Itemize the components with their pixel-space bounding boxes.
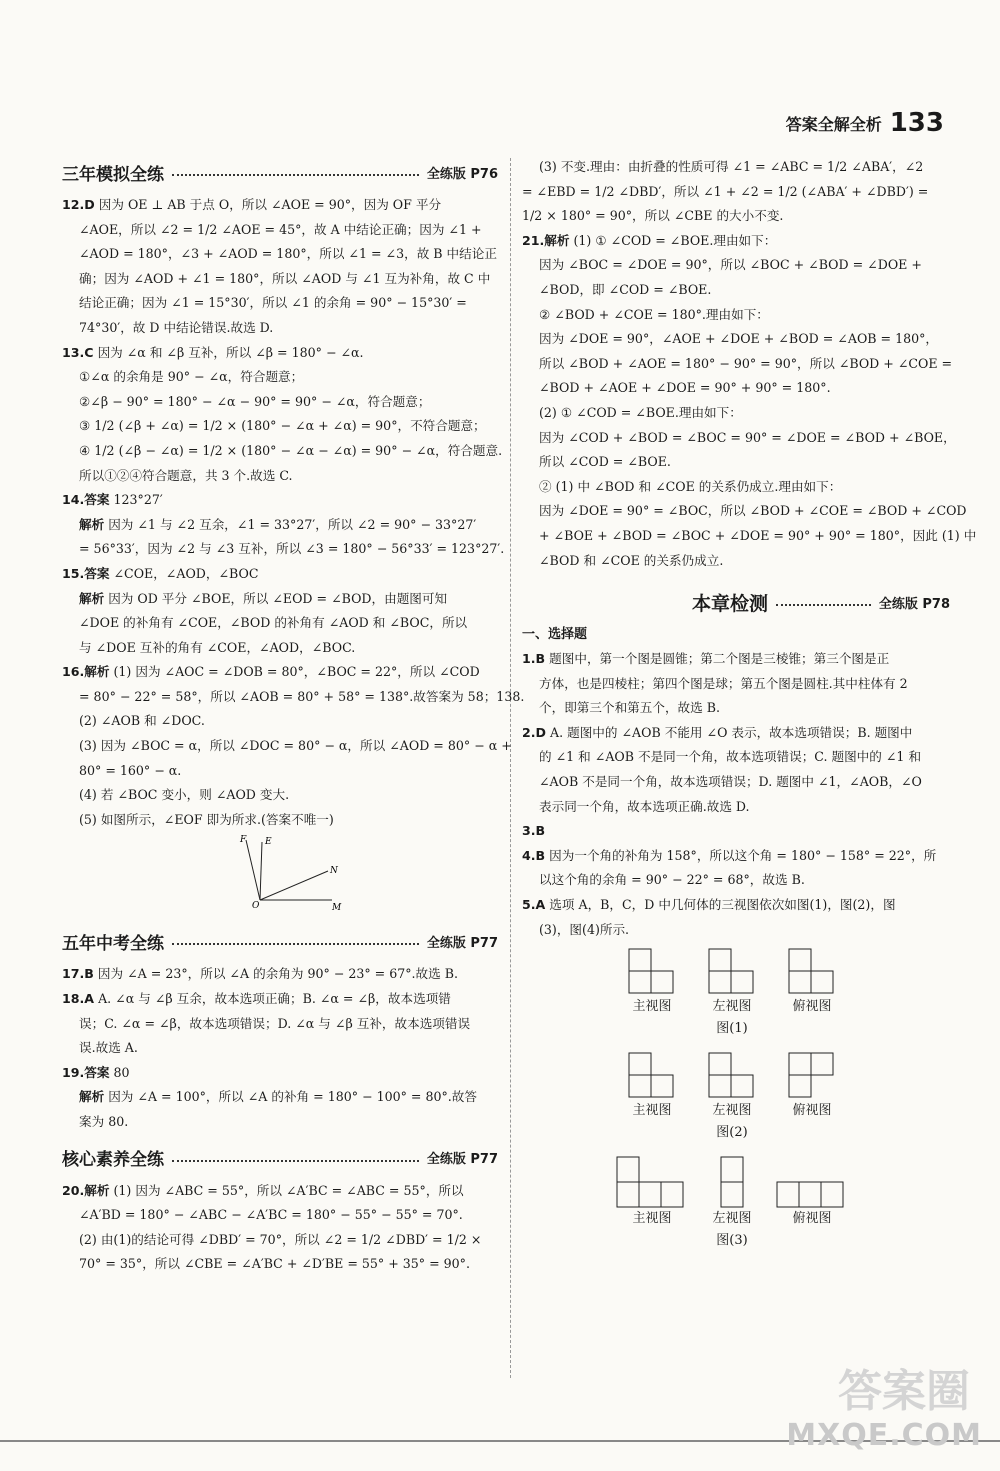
q17-line: 17.B 因为 ∠A = 23°，所以 ∠A 的余角为 90° − 23° = 67°.故选 B. [62, 966, 458, 982]
q14-line: = 56°33′，因为 ∠2 与 ∠3 互补，所以 ∠3 = 180° − 56°33′ = 123°27′. [79, 541, 505, 557]
dotted-leader [172, 1150, 419, 1162]
section-header-core [62, 1143, 498, 1173]
header-title: 答案全解全析 [785, 114, 882, 134]
q20-line: 70° = 35°，所以 ∠CBE = ∠A′BC + ∠D′BE = 55° + 35° = 90°. [79, 1256, 470, 1272]
ray-of [246, 840, 260, 900]
q13-line: 所以①②④符合题意，共 3 个.故选 C. [79, 467, 293, 483]
q16-line: 80° = 160° − α. [79, 762, 182, 778]
mc-q4: 4.B 因为一个角的补角为 158°，所以这个角 = 180° − 158° = 22°，所 [522, 847, 937, 863]
q21-line: ∠BOD，即 ∠COD = ∠BOE. [539, 281, 712, 297]
left-view-drawing [717, 1156, 747, 1208]
q13-line: ③ 1/2 (∠β + ∠α) = 1/2 × (180° − ∠α + ∠α) = 90°，不符合题意； [79, 418, 486, 434]
q21-line: ② ∠BOD + ∠COE = 180°.理由如下： [539, 306, 769, 322]
q12-line: ∠AOE，所以 ∠2 = 1/2 ∠AOE = 45°，故 A 中结论正确；因为 ∠1 + [79, 221, 482, 237]
q20-line: 20.解析 (1) 因为 ∠ABC = 55°，所以 ∠A′BC = ∠ABC = 55°，所以 [62, 1182, 464, 1198]
mc-q1-line: 方体，也是四棱柱；第四个图是球；第五个图是圆柱.其中柱体有 2 [539, 675, 908, 691]
mc-q1: 1.B 题图中，第一个图是圆锥；第二个图是三棱锥；第三个图是正 [522, 651, 890, 667]
page-number: 133 [889, 108, 944, 138]
section-ref: 全练版 P78 [878, 596, 950, 612]
section-header-five-year [62, 926, 498, 956]
q13-line: 13.C 因为 ∠α 和 ∠β 互补，所以 ∠β = 180° − ∠α. [62, 344, 364, 360]
section-ref: 全练版 P77 [426, 1152, 498, 1168]
section-ref: 全练版 P76 [426, 166, 498, 182]
q19-analysis: 解析 因为 ∠A = 100°，所以 ∠A 的补角 = 180° − 100° = 80°.故答 [79, 1089, 477, 1105]
front-view-drawing [628, 1052, 676, 1100]
views-row-3 [612, 1156, 852, 1230]
q16-line: = 80° − 22° = 58°，所以 ∠AOB = 80° + 58° = 138°.故答案为 58；138. [79, 688, 525, 704]
q16-line: 16.解析 (1) 因为 ∠AOC = ∠DOB = 80°，∠BOC = 22°，所以 ∠COD [62, 664, 480, 680]
q15-analysis: 解析 因为 OD 平分 ∠BOE，所以 ∠EOD = ∠BOD，由题图可知 [79, 590, 448, 606]
mc-q5-line: (3)，图(4)所示. [539, 921, 630, 937]
q20-cont-line: 1/2 × 180° = 90°，所以 ∠CBE 的大小不变. [522, 208, 784, 224]
q12-line: 74°30′，故 D 中结论错误.故选 D. [79, 319, 274, 335]
view-label: 左视图 [712, 1103, 752, 1119]
q14-answer: 14.答案 123°27′ [62, 492, 163, 508]
left-view-drawing [708, 1052, 756, 1100]
q21-line: 因为 ∠DOE = 90°，∠AOE + ∠DOE + ∠BOD = ∠AOB = 180°， [539, 331, 939, 347]
view-label: 左视图 [712, 1211, 752, 1227]
mc-q2-line: 的 ∠1 和 ∠AOB 不是同一个角，故本选项错误；C. 题图中的 ∠1 和 [539, 749, 922, 765]
q19-line: 案为 80. [79, 1114, 129, 1129]
top-view [772, 948, 852, 1018]
mc-q4-line: 以这个角的余角 = 90° − 22° = 68°，故选 B. [539, 872, 805, 888]
q21-line: (2) ① ∠COD = ∠BOE.理由如下： [539, 404, 742, 420]
mc-q2-line: ∠AOB 不是同一个角，故本选项错误；D. 题图中 ∠1，∠AOB，∠O [539, 774, 922, 790]
q16-line: (4) 若 ∠BOC 变小，则 ∠AOD 变大. [79, 787, 290, 803]
q15-line: 与 ∠DOE 互补的角有 ∠COE，∠AOD，∠BOC. [79, 639, 356, 655]
q19-answer: 19.答案 80 [62, 1064, 130, 1080]
left-view [692, 948, 772, 1018]
front-view [612, 1052, 692, 1122]
top-view-drawing [776, 1156, 848, 1208]
q18-line: 误.故选 A. [79, 1040, 138, 1056]
q18-line: 误；C. ∠α = ∠β，故本选项错误；D. ∠α 与 ∠β 互补，故本选项错误 [79, 1015, 471, 1031]
dotted-leader [776, 594, 871, 606]
q12-line: 结论正确；因为 ∠1 = 15°30′，所以 ∠1 的余角 = 90° − 15°30′ = [79, 295, 467, 311]
q21-line: ② (1) 中 ∠BOD 和 ∠COE 的关系仍成立.理由如下： [539, 478, 842, 494]
q21-line: 因为 ∠BOC = ∠DOE = 90°，所以 ∠BOC + ∠BOD = ∠DOE + [539, 257, 922, 273]
q20-line: ∠A′BD = 180° − ∠ABC − ∠A′BC = 180° − 55° − 55° = 70°. [79, 1207, 463, 1223]
top-view-drawing [788, 1052, 836, 1100]
ray-oe [260, 842, 262, 900]
q12-line: ∠AOD = 180°，∠3 + ∠AOD = 180°，所以 ∠1 = ∠3，故 B 中结论正 [79, 246, 497, 262]
label-o: O [252, 901, 260, 912]
q21-line: 所以 ∠COD = ∠BOE. [539, 454, 671, 470]
dotted-leader [172, 164, 419, 176]
q13-line: ②∠β − 90° = 180° − ∠α − 90° = 90° − ∠α，符合题意； [79, 393, 431, 409]
three-views-figures [522, 948, 950, 1252]
label-e: E [265, 837, 272, 848]
top-view-drawing [788, 948, 836, 996]
mc-q3: 3.B [522, 823, 546, 839]
q20-line: (2) 由(1)的结论可得 ∠DBD′ = 70°，所以 ∠2 = 1/2 ∠DBD′ = 1/2 × [79, 1231, 482, 1247]
watermark-url: MXQE.COM [786, 1418, 982, 1453]
watermark-logo: 答案圈 [838, 1366, 970, 1417]
q21-line: 因为 ∠COD + ∠BOD = ∠BOC = 90° = ∠DOE = ∠BOD + ∠BOE， [539, 429, 956, 445]
front-view-drawing [628, 948, 676, 996]
views-row-1 [612, 948, 852, 1018]
top-view [772, 1156, 852, 1230]
mc-q1-line: 个，即第三个和第五个，故选 B. [539, 700, 720, 716]
mc-q5: 5.A 选项 A，B，C，D 中几何体的三视图依次如图(1)，图(2)，图 [522, 897, 896, 913]
views-row-2 [612, 1052, 852, 1122]
front-view-drawing [616, 1156, 688, 1208]
right-column [522, 155, 977, 1264]
q13-line: ①∠α 的余角是 90° − ∠α，符合题意； [79, 369, 304, 385]
q21-line: + ∠BOE + ∠BOD = ∠BOC + ∠DOE = 90° + 90° = 180°，因此 (1) 中 [539, 527, 977, 543]
q21-line: 21.解析 (1) ① ∠COD = ∠BOE.理由如下： [522, 232, 777, 248]
q20-cont-line: (3) 不变.理由：由折叠的性质可得 ∠1 = ∠ABC = 1/2 ∠ABA′，∠2 [539, 159, 924, 174]
section-header-chapter-test [522, 587, 950, 617]
figure-caption: 图(3) [716, 1233, 748, 1249]
view-label: 主视图 [632, 1103, 672, 1119]
mc-q2-line: 表示同一个角，故本选项正确.故选 D. [539, 798, 750, 814]
top-view [772, 1052, 852, 1122]
q13-line: ④ 1/2 (∠β − ∠α) = 1/2 × (180° − ∠α − ∠α) = 90° − ∠α，符合题意. [79, 442, 503, 458]
left-column [62, 155, 525, 1277]
left-view [692, 1052, 772, 1122]
column-divider [510, 158, 511, 1378]
label-m: M [332, 903, 342, 914]
q21-line: 所以 ∠BOD + ∠AOE = 180° − 90° = 90°，所以 ∠BOD + ∠COE = [539, 355, 953, 371]
left-view [692, 1156, 772, 1230]
left-view-drawing [708, 948, 756, 996]
q20-cont-line: = ∠EBD = 1/2 ∠DBD′，所以 ∠1 + ∠2 = 1/2 (∠ABA′ + ∠DBD′) = [522, 183, 929, 199]
section-title: 核心素养全练 [62, 1150, 164, 1171]
q16-line: (2) ∠AOB 和 ∠DOC. [79, 713, 205, 729]
dotted-leader [172, 933, 419, 945]
front-view [612, 948, 692, 1018]
view-label: 主视图 [632, 999, 672, 1015]
view-label: 主视图 [632, 1211, 672, 1227]
q14-analysis: 解析 因为 ∠1 与 ∠2 互余，∠1 = 33°27′，所以 ∠2 = 90° − 33°27′ [79, 516, 477, 532]
q12-line: 确；因为 ∠AOD + ∠1 = 180°，所以 ∠AOD 与 ∠1 互为补角，故 C 中 [79, 270, 491, 286]
section-header-three-year [62, 157, 498, 187]
view-label: 俯视图 [792, 999, 832, 1015]
view-label: 俯视图 [792, 1211, 832, 1227]
label-n: N [330, 866, 338, 877]
q21-line: ∠BOD + ∠AOE + ∠DOE = 90° + 90° = 180°. [539, 380, 831, 396]
section-title: 三年模拟全练 [62, 164, 164, 185]
page-header [786, 108, 944, 138]
section-ref: 全练版 P77 [426, 935, 498, 951]
view-label: 俯视图 [792, 1103, 832, 1119]
front-view [612, 1156, 692, 1230]
q21-line: ∠BOD 和 ∠COE 的关系仍成立. [539, 552, 724, 568]
angle-figure [232, 834, 342, 914]
label-f: F [240, 835, 247, 846]
mc-q2: 2.D A. 题图中的 ∠AOB 不能用 ∠O 表示，故本选项错误；B. 题图中 [522, 724, 913, 740]
q16-line: (3) 因为 ∠BOC = α，所以 ∠DOC = 80° − α，所以 ∠AOD = 80° − α + [79, 738, 512, 754]
subsection-heading: 一、选择题 [522, 627, 588, 643]
q15-answer: 15.答案 ∠COE，∠AOD，∠BOC [62, 565, 259, 581]
section-title: 本章检测 [692, 592, 769, 615]
q21-line: 因为 ∠DOE = 90° = ∠BOC，所以 ∠BOD + ∠COE = ∠BOD + ∠COD [539, 503, 967, 519]
figure-caption: 图(2) [716, 1125, 748, 1141]
section-title: 五年中考全练 [62, 933, 164, 954]
q16-line: (5) 如图所示，∠EOF 即为所求.(答案不唯一) [79, 811, 334, 827]
q18-line: 18.A A. ∠α 与 ∠β 互余，故本选项正确；B. ∠α = ∠β，故本选项错 [62, 991, 451, 1007]
view-label: 左视图 [712, 999, 752, 1015]
q15-line: ∠DOE 的补角有 ∠COE，∠BOD 的补角有 ∠AOD 和 ∠BOC，所以 [79, 615, 468, 631]
q12-line: 12.D 因为 OE ⊥ AB 于点 O，所以 ∠AOE = 90°，因为 OF 平分 [62, 197, 442, 212]
ray-on [260, 871, 328, 900]
figure-caption: 图(1) [716, 1021, 748, 1037]
